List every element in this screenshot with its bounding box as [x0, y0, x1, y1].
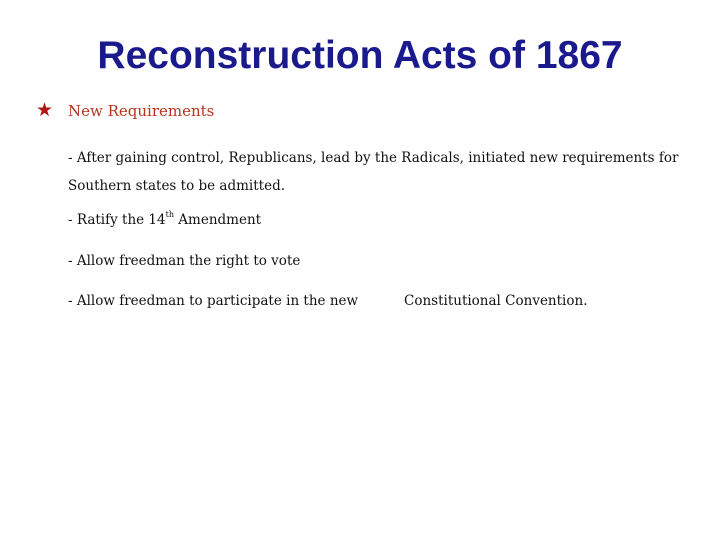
- paragraph-right-to-vote: - Allow freedman the right to vote: [68, 253, 301, 269]
- bullet-label: New Requirements: [68, 102, 215, 120]
- paragraph-after-gaining-control: - After gaining control, Republicans, lead by the Radicals, initiated new requirements for Southern states to be admitted.: [68, 150, 679, 194]
- paragraph-participate-part2: Constitutional Convention.: [404, 293, 588, 309]
- star-icon: ★: [36, 99, 54, 121]
- ratify-text-start: - Ratify the 14: [68, 212, 166, 228]
- paragraph-ratify-amendment: [68, 208, 261, 232]
- ratify-text-end: Amendment: [174, 212, 262, 228]
- paragraph-participate-part1: - Allow freedman to participate in the new: [68, 293, 359, 309]
- page-title: Reconstruction Acts of 1867: [97, 34, 623, 77]
- ordinal-suffix: th: [165, 210, 174, 219]
